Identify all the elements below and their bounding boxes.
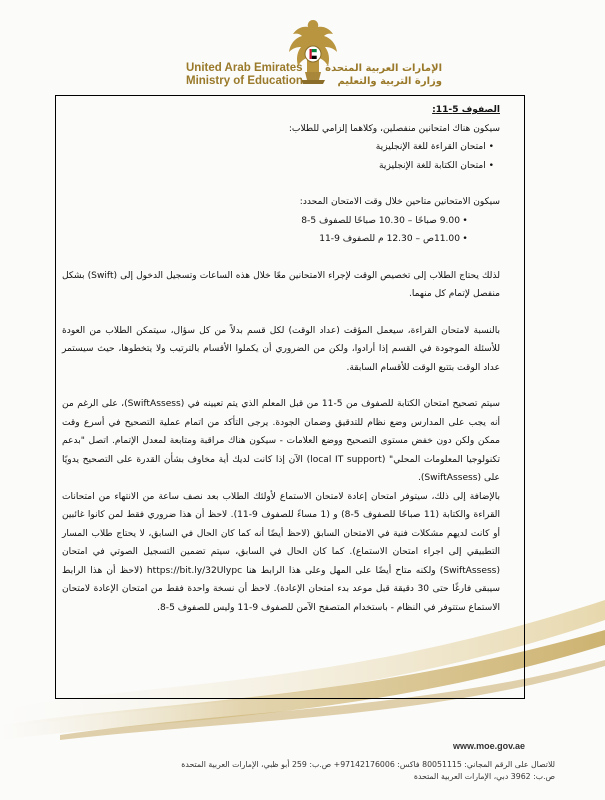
spacer (62, 304, 500, 322)
footer-line2: ص.ب: 3962 دبي، الإمارات العربية المتحدة (413, 772, 555, 781)
paragraph-reading-timer: بالنسبة لامتحان القراءة، سيعمل المؤقت (عداد الوقت) لكل قسم بدلاً من كل سؤال، سيتمكن الطلاب من العودة للأسئلة الموجودة في القسم إذا أرادوا، ولكن من الضروري أن يكملوا الأقسام بالترتيب ولا يتخطوها، حيث سيستمر عداد الوقت بتتبع الوقت للأقسام السابقة. (62, 325, 500, 373)
time-slot-text: 9.00 صباحًا – 10.30 صباحًا للصفوف 5-8 (301, 215, 460, 226)
exam-item-reading: • امتحان القراءة للغة الإنجليزية (375, 142, 494, 152)
document-body (62, 101, 500, 617)
arabic-name-line2: وزارة التربية والتعليم (337, 76, 442, 87)
paragraph-schedule: لذلك يحتاج الطلاب إلى تخصيص الوقت لإجراء الامتحانين معًا خلال هذه الساعات وتسجيل الدخول إلى (Swift) بشكل منفصل لإتمام كل منهما. (62, 270, 500, 299)
footer-line1: للاتصال على الرقم المجاني: 80051115 فاكس: 97142176006+ ص.ب: 259 أبو ظبي، الإمارات العربية المتحدة (181, 760, 555, 769)
website-link[interactable]: www.moe.gov.ae (452, 741, 525, 751)
english-ministry-name (186, 62, 303, 88)
english-name-line2: Ministry of Education (186, 75, 303, 87)
spacer (62, 377, 500, 395)
time-slot-grades-9-11 (62, 230, 500, 249)
arabic-name-line1: الإمارات العربية المتحدة (325, 63, 442, 74)
paragraph-writing-marking: سيتم تصحيح امتحان الكتابة للصفوف من 5-11 من قبل المعلم الذي يتم تعيينه في (SwiftAssess)، على الرغم من أنه يجب على المدارس وضع نظام للتدقيق وضمان الجودة. يرجى التأكد من اتمام عملية التصحيح في أسرع وقت ممكن ولكن دون خفض مستوى التصحيح ووضع العلامات - سيكون هناك مراقبة ومتابعة لمعدل الإتمام. اتصل "بدعم تكنولوجيا المعلومات المحلي" (local IT support) الآن إذا كانت لديك أية مخاوف بشأن القدرة على التصحيح يدويًا على (SwiftAssess). (62, 399, 500, 483)
intro-text: سيكون هناك امتحانين منفصلين، وكلاهما إلزامي للطلاب: (288, 123, 500, 134)
letterhead (0, 0, 605, 105)
time-slot-grades-5-8 (62, 212, 500, 231)
paragraph-listening-retake: بالإضافة إلى ذلك، سيتوفر امتحان إعادة لامتحان الاستماع لأولئك الطلاب بعد نصف ساعة من الانتهاء من امتحانات القراءة والكتابة (11 صباحًا للصفوف 5-8) و (1 مساءً للصفوف 9-11). لاحظ أن هذا ضروري فقط لمن كانوا غائبين أو كانت لديهم مشكلات فنية في الامتحان السابق (لاحظ أيضًا أنه كما كان الحال في السابق، لا يحتاج طلاب المسار التطبيقي إلى اجراء امتحان الاستماع). كما كان الحال في السابق، سيتم تضمين التسجيل الصوتي في امتحان (SwiftAssess) ولكنه متاح أيضًا على المهل وعلى هذا الرابط هنا https://bit.ly/32Ulypc (لاحظ أن هذا الرابط سيبقى فارغًا حتى 30 دقيقة قبل موعد بدء امتحان الإعادة). لاحظ أن نسخة واحدة فقط من امتحان الإعادة لامتحان الاستماع ستتوفر في النظام - باستخدام المتصفح الآمن للصفوف 9-11 وليس للصفوف 5-8. (62, 491, 500, 613)
bullet-icon: • (462, 234, 468, 244)
arabic-ministry-name (325, 62, 442, 88)
time-slot-text: 11.00ص – 12.30 م للصفوف 9-11 (319, 234, 460, 244)
spacer (62, 249, 500, 267)
grades-heading: الصفوف 5-11: (432, 105, 500, 115)
exam-item-writing: • امتحان الكتابة للغة الإنجليزية (379, 160, 494, 171)
spacer (62, 175, 500, 193)
contact-footer (35, 759, 555, 783)
bullet-icon: • (462, 215, 468, 226)
english-name-line1: United Arab Emirates (186, 62, 303, 74)
availability-text: سيكون الامتحانين متاحين خلال وقت الامتحان المحدد: (299, 197, 500, 207)
